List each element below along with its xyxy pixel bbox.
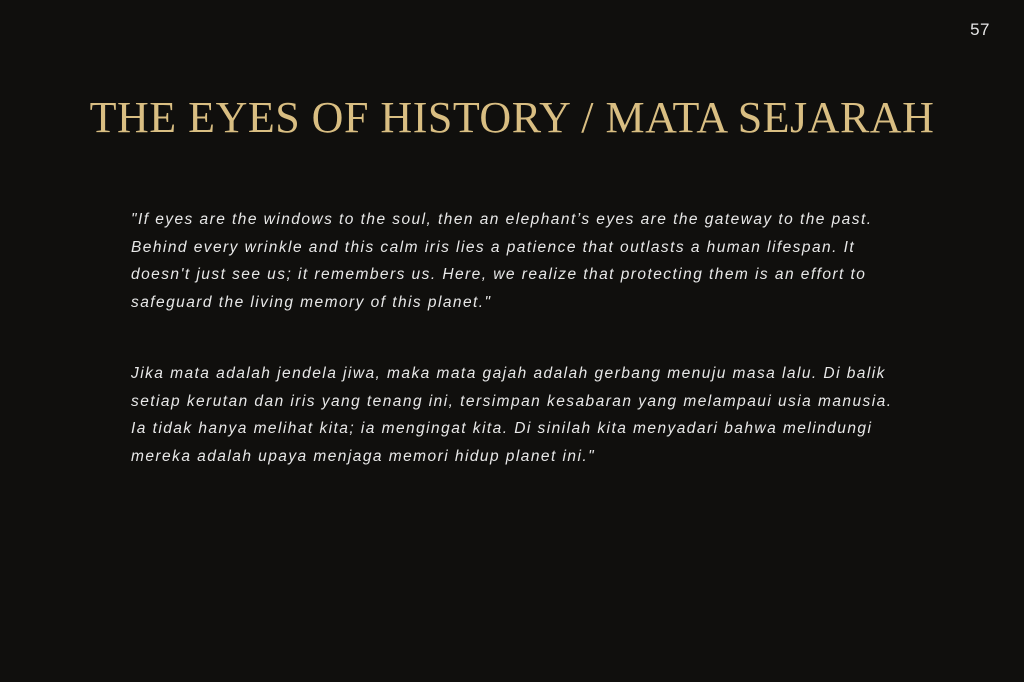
indonesian-quote-line: Jika mata adalah jendela jiwa, maka mata gajah adalah gerbang menuju masa lalu. Di balik (131, 365, 886, 382)
english-quote-line: safeguard the living memory of this planet." (131, 293, 492, 311)
indonesian-quote-line: setiap kerutan dan iris yang tenang ini, tersimpan kesabaran yang melampaui usia manusia. (131, 392, 893, 410)
english-quote-line: Behind every wrinkle and this calm iris lies a patience that outlasts a human lifespan. It (131, 238, 856, 256)
indonesian-quote-line: mereka adalah upaya menjaga memori hidup planet ini." (131, 447, 596, 465)
page-number: 57 (970, 20, 990, 39)
indonesian-quote-line: Ia tidak hanya melihat kita; ia mengingat kita. Di sinilah kita menyadari bahwa melindungi (131, 420, 873, 437)
english-quote (131, 206, 931, 316)
page-title: THE EYES OF HISTORY / MATA SEJARAH (89, 93, 935, 142)
english-quote-line: "If eyes are the windows to the soul, then an elephant’s eyes are the gateway to the past. (131, 211, 873, 228)
english-quote-line: doesn't just see us; it remembers us. Here, we realize that protecting them is an effort to (131, 266, 867, 283)
indonesian-quote (131, 360, 931, 470)
